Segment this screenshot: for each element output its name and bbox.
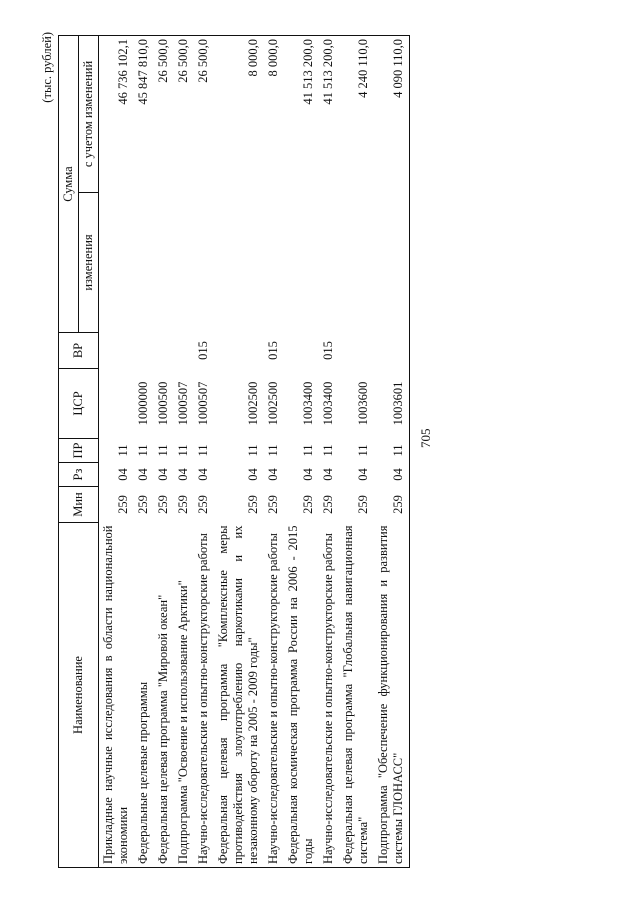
cell-vr (174, 333, 194, 369)
cell-vr: 015 (196, 341, 210, 360)
cell-name: Федеральная целевая программа "Комплексные меры противодействия злоупотреблению наркотиками и их незаконному обороту на 2005 - 2009 годы" (214, 523, 264, 868)
cell-changes (134, 193, 154, 333)
cell-min: 259 (301, 495, 315, 514)
cell-changes (339, 193, 374, 333)
cell-total: 26 500,0 (154, 36, 174, 193)
cell-pr: 11 (136, 444, 150, 457)
table-row (339, 36, 374, 868)
cell-vr: 015 (321, 341, 335, 360)
cell-rz: 04 (321, 468, 335, 481)
cell-name: Федеральная целевая программа "Мировой океан" (154, 523, 174, 868)
cell-total: 8 000,0 (214, 36, 264, 193)
cell-name: Научно-исследовательские и опытно-конструкторские работы (194, 523, 214, 868)
cell-rz: 04 (156, 468, 170, 481)
header-sum: Сумма (59, 36, 79, 333)
cell-csr: 1002500 (246, 381, 260, 426)
cell-csr (99, 369, 135, 439)
cell-rz: 04 (176, 468, 190, 481)
cell-rz: 04 (116, 468, 130, 481)
table-row (174, 36, 194, 868)
cell-csr: 1000507 (196, 381, 210, 426)
cell-vr (374, 333, 410, 369)
header-vr: ВР (59, 333, 99, 369)
table-row (374, 36, 410, 868)
table-row (134, 36, 154, 868)
cell-min: 259 (266, 495, 280, 514)
units-label: (тыс. рублей) (40, 32, 54, 103)
cell-min: 259 (176, 495, 190, 514)
cell-total: 41 513 200,0 (284, 36, 319, 193)
cell-csr: 1003400 (321, 381, 335, 426)
cell-name: Федеральная целевая программа "Глобальная навигационная система" (339, 523, 374, 868)
cell-pr: 11 (116, 444, 130, 457)
table-body (99, 36, 410, 868)
cell-total: 4 240 110,0 (339, 36, 374, 193)
cell-vr: 015 (266, 341, 280, 360)
table-row (214, 36, 264, 868)
table-row (264, 36, 284, 868)
cell-csr: 1003400 (301, 381, 315, 426)
cell-rz: 04 (266, 468, 280, 481)
cell-total: 8 000,0 (264, 36, 284, 193)
cell-name: Подпрограмма "Обеспечение функционирования и развития системы ГЛОНАСС" (374, 523, 410, 868)
cell-changes (319, 193, 339, 333)
cell-total: 41 513 200,0 (319, 36, 339, 193)
cell-rz: 04 (196, 468, 210, 481)
cell-changes (174, 193, 194, 333)
header-rz: Рз (59, 463, 99, 487)
cell-vr (339, 333, 374, 369)
cell-min: 259 (156, 495, 170, 514)
cell-min: 259 (116, 495, 130, 514)
table-row (319, 36, 339, 868)
cell-name: Научно-исследовательские и опытно-конструкторские работы (319, 523, 339, 868)
table-row (154, 36, 174, 868)
cell-vr (134, 333, 154, 369)
cell-rz: 04 (374, 463, 410, 487)
cell-total: 46 736 102,1 (99, 36, 135, 193)
cell-name: Федеральные целевые программы (134, 523, 154, 868)
cell-csr: 1003600 (356, 381, 370, 426)
header-name: Наименование (59, 523, 99, 868)
budget-table (58, 35, 410, 868)
cell-min: 259 (356, 495, 370, 514)
cell-min: 259 (136, 495, 150, 514)
cell-min: 259 (321, 495, 335, 514)
cell-vr (214, 333, 264, 369)
cell-csr: 1000500 (156, 381, 170, 426)
page-number-text: 705 (418, 428, 433, 448)
cell-name: Прикладные научные исследования в области национальной экономики (99, 523, 135, 868)
header-with-changes: с учетом изменений (79, 36, 99, 193)
cell-changes (264, 193, 284, 333)
cell-changes (284, 193, 319, 333)
cell-name: Федеральная космическая программа России на 2006 - 2015 годы (284, 523, 319, 868)
cell-pr: 11 (246, 444, 260, 457)
cell-min: 259 (196, 495, 210, 514)
header-pr: ПР (59, 439, 99, 463)
cell-rz: 04 (356, 468, 370, 481)
header-changes: изменения (79, 193, 99, 333)
cell-rz: 04 (136, 468, 150, 481)
cell-total: 45 847 810,0 (134, 36, 154, 193)
cell-rz: 04 (246, 468, 260, 481)
cell-total: 26 500,0 (174, 36, 194, 193)
cell-csr: 1002500 (266, 381, 280, 426)
cell-pr: 11 (156, 444, 170, 457)
cell-total: 26 500,0 (194, 36, 214, 193)
rotated-page-content (40, 20, 600, 880)
table-row (99, 36, 135, 868)
table-row (284, 36, 319, 868)
cell-pr: 11 (176, 444, 190, 457)
cell-changes (99, 193, 135, 333)
cell-total: 4 090 110,0 (374, 36, 410, 193)
cell-pr: 11 (266, 444, 280, 457)
header-csr: ЦСР (59, 369, 99, 439)
cell-vr (284, 333, 319, 369)
cell-min: 259 (246, 495, 260, 514)
cell-name: Подпрограмма "Освоение и использование Арктики" (174, 523, 194, 868)
cell-pr: 11 (301, 444, 315, 457)
table-header (59, 36, 99, 868)
cell-pr: 11 (374, 439, 410, 463)
cell-changes (374, 193, 410, 333)
cell-vr (99, 333, 135, 369)
cell-csr: 1000507 (176, 381, 190, 426)
header-min: Мин (59, 487, 99, 523)
cell-rz: 04 (301, 468, 315, 481)
cell-changes (194, 193, 214, 333)
cell-csr: 1003601 (374, 369, 410, 439)
cell-min: 259 (374, 487, 410, 523)
cell-pr: 11 (196, 444, 210, 457)
cell-vr (154, 333, 174, 369)
cell-pr: 11 (321, 444, 335, 457)
cell-changes (214, 193, 264, 333)
table-row (194, 36, 214, 868)
cell-changes (154, 193, 174, 333)
cell-name: Научно-исследовательские и опытно-конструкторские работы (264, 523, 284, 868)
cell-csr: 1000000 (136, 381, 150, 426)
cell-pr: 11 (356, 444, 370, 457)
